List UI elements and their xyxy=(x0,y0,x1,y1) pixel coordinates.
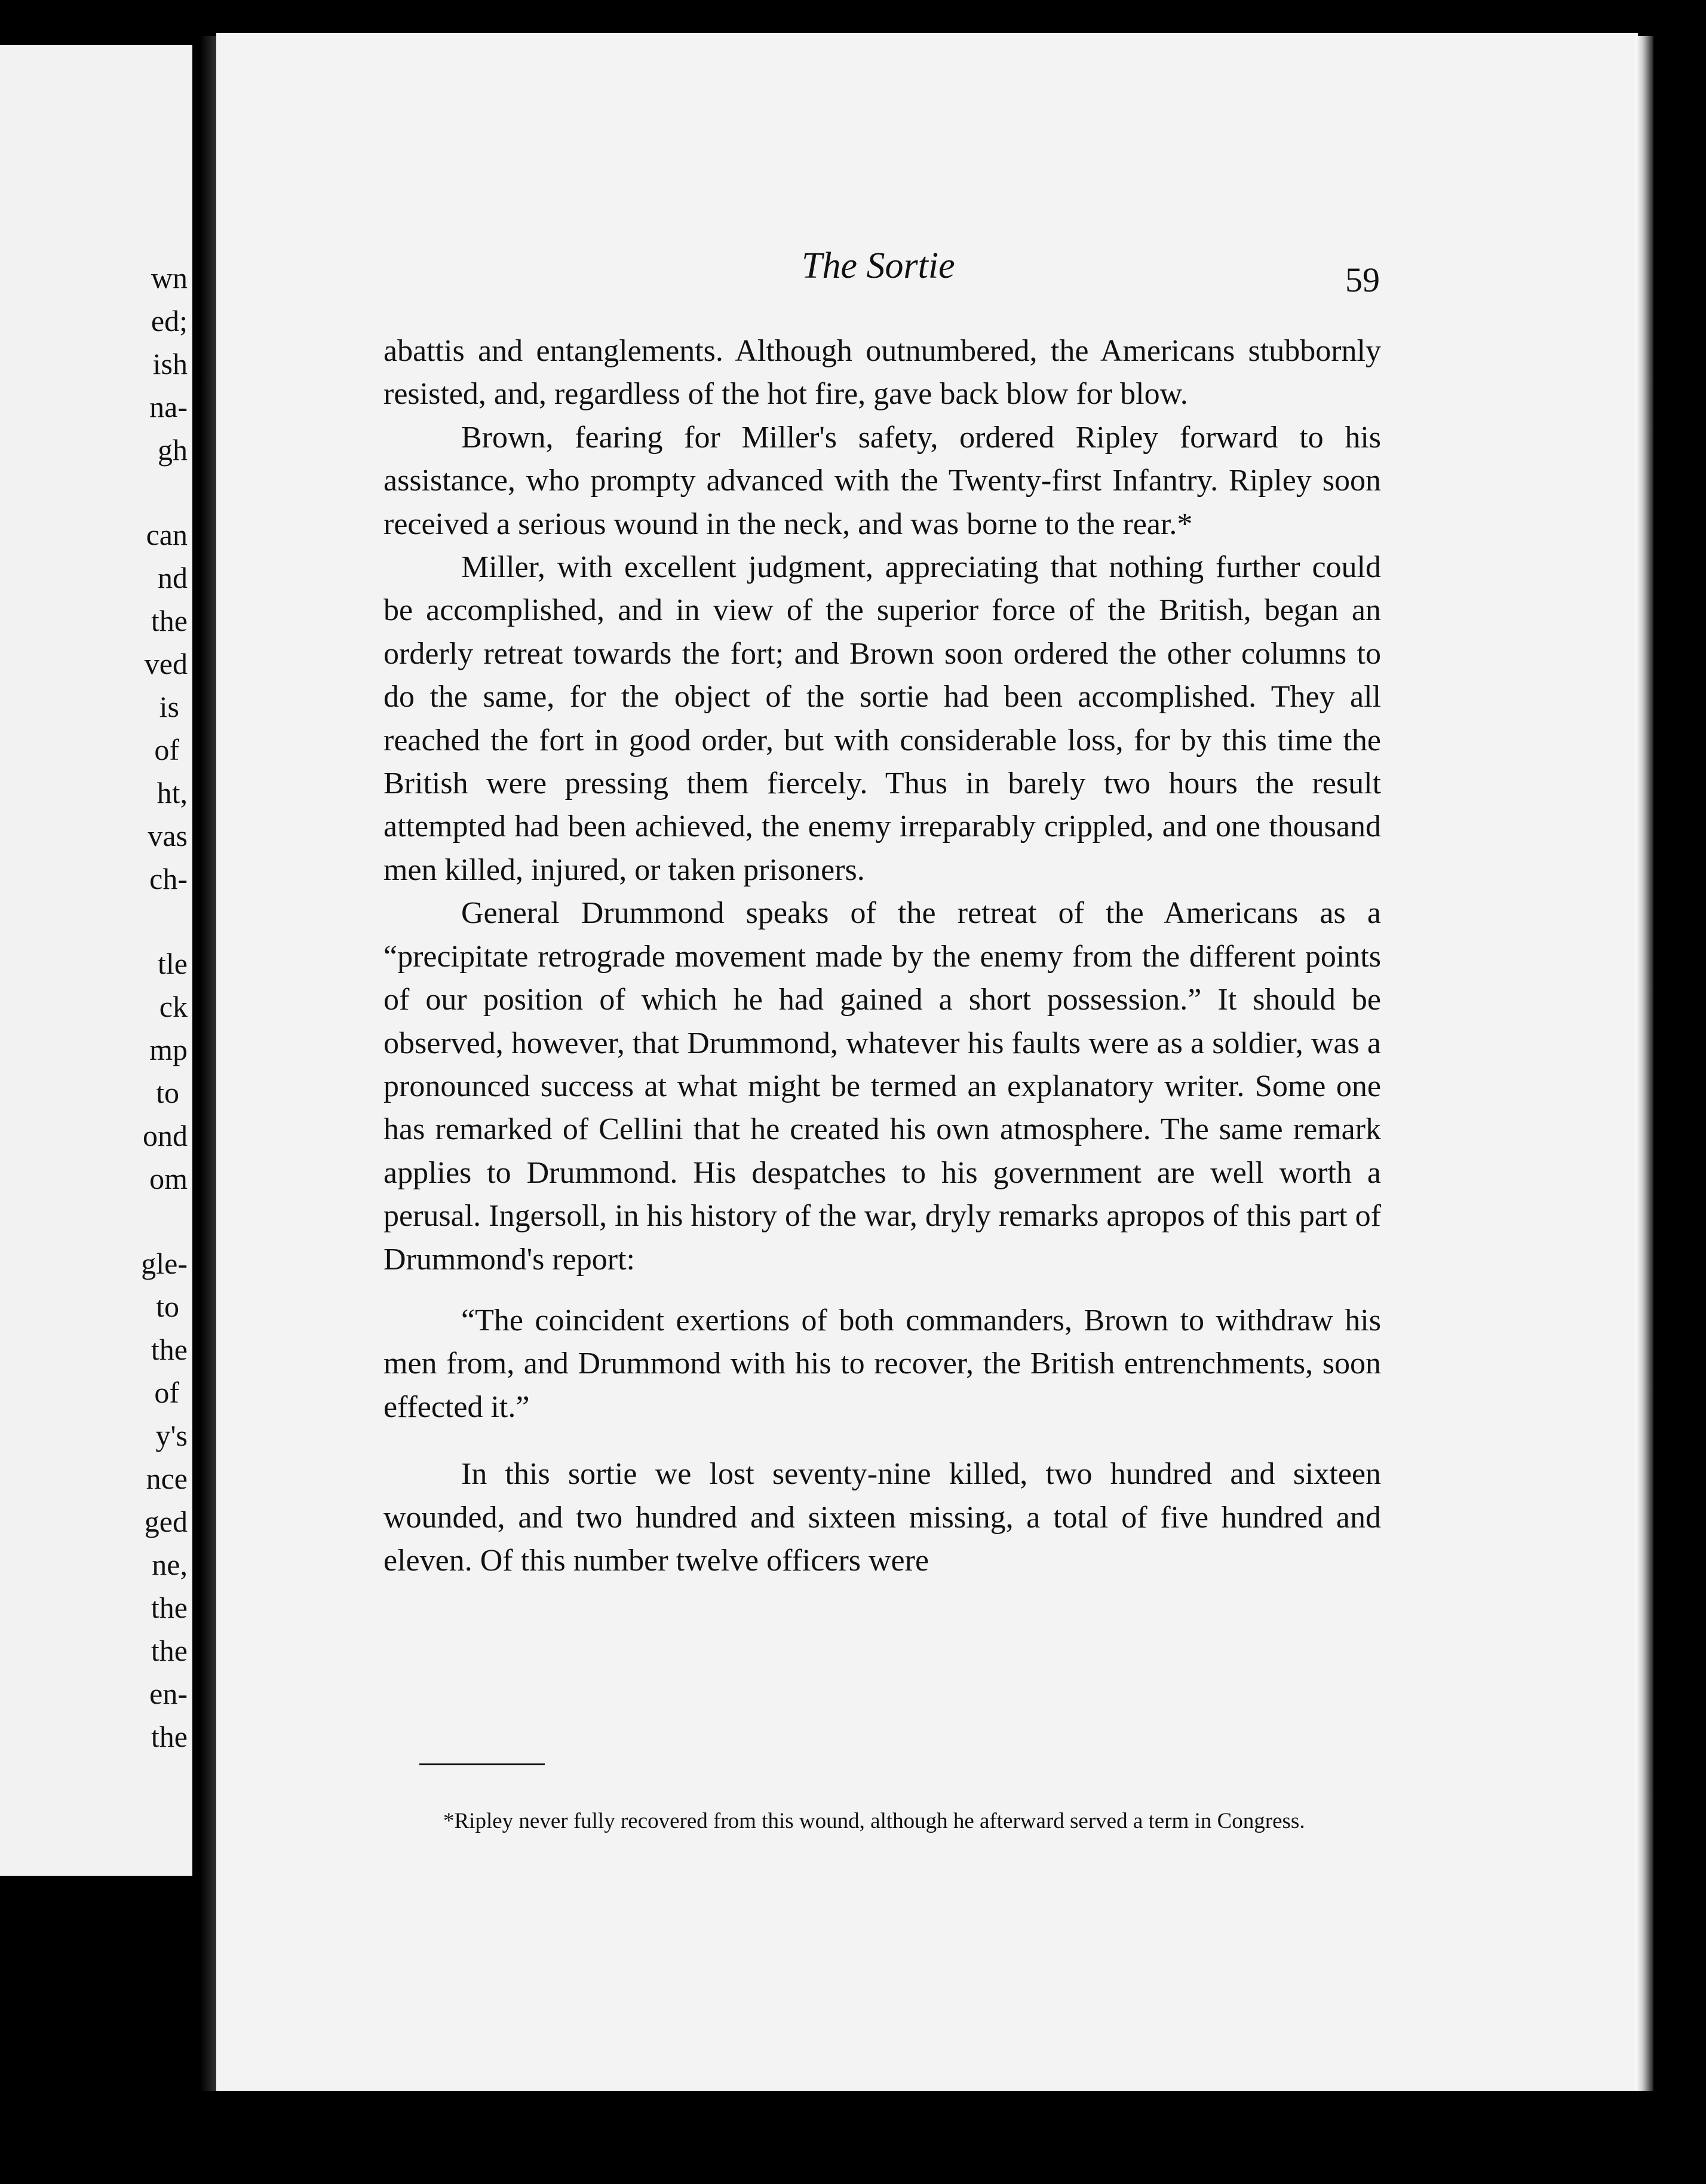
left-page-line-fragment: y's xyxy=(155,1419,188,1452)
left-page-line-fragment: the xyxy=(151,604,188,637)
left-page-line-fragment: ed; xyxy=(151,304,188,338)
left-page-line-fragment: tle xyxy=(158,947,188,980)
left-page-line-fragment: vas xyxy=(148,819,188,852)
body-text xyxy=(383,330,1381,1582)
left-page-line-fragment: to xyxy=(156,1290,179,1323)
left-page-line-fragment: en- xyxy=(149,1677,188,1710)
left-page-line-fragment: the xyxy=(151,1634,188,1667)
left-page-line-fragment: the xyxy=(151,1333,188,1366)
left-page-line-fragment: na- xyxy=(149,390,188,424)
left-page-line-fragment: ht, xyxy=(157,776,188,809)
running-head-title: The Sortie xyxy=(802,246,955,286)
left-page-line-fragment: ged xyxy=(144,1505,188,1538)
left-page-line-fragment: nce xyxy=(146,1462,188,1495)
right-page xyxy=(216,33,1638,2091)
left-page-line-fragment: ved xyxy=(144,647,188,680)
page-number: 59 xyxy=(1345,260,1380,299)
left-page-line-fragment: of xyxy=(154,733,179,766)
left-page-line-fragment: the xyxy=(151,1591,188,1624)
page-edge xyxy=(1636,36,1653,2091)
left-page-line-fragment: ish xyxy=(152,347,188,381)
left-page-line-fragment: is xyxy=(159,690,179,723)
left-page-line-fragment: ond xyxy=(143,1119,188,1152)
left-page-line-fragment: of xyxy=(154,1376,179,1409)
footnote-rule xyxy=(419,1763,545,1765)
book-gutter xyxy=(200,36,217,2091)
left-page-line-fragment: to xyxy=(156,1076,179,1109)
left-page-line-fragment: gh xyxy=(158,433,188,467)
footnote: *Ripley never fully recovered from this wound, although he afterward served a term in Congress. xyxy=(443,1809,1305,1833)
left-page-line-fragment: ch- xyxy=(149,862,188,895)
block-quote: “The coincident exertions of both commanders, Brown to withdraw his men from, and Drummond with his to recover, the British entrenchments, soon effected it.” xyxy=(383,1303,1381,1424)
left-page-line-fragment: can xyxy=(146,518,188,551)
paragraph: Brown, fearing for Miller's safety, ordered Ripley forward to his assistance, who prompty advanced with the Twenty-first Infantry. Ripley soon received a serious wound in the neck, and was borne to the rear.* xyxy=(383,420,1381,541)
paragraph: Miller, with excellent judgment, appreciating that nothing further could be accomplished, and in view of the superior force of the British, began an orderly retreat towards the fort; and Brown soon ordered the other columns to do the same, for the object of the sortie had been accomplished. They all reached the fort in good order, but with considerable loss, for by this time the British were pressing them fiercely. Thus in barely two hours the result attempted had been achieved, the enemy irreparably crippled, and one thousand men killed, injured, or taken prisoners. xyxy=(383,550,1381,887)
left-facing-page xyxy=(0,45,192,1876)
left-page-line-fragment: ne, xyxy=(152,1548,188,1581)
paragraph: In this sortie we lost seventy-nine killed, two hundred and sixteen wounded, and two hundred and sixteen missing, a total of five hundred and eleven. Of this number twelve officers were xyxy=(383,1457,1381,1578)
paragraph-continuation: abattis and entanglements. Although outnumbered, the Americans stubbornly resisted, and, regardless of the hot fire, gave back blow for blow. xyxy=(383,334,1381,412)
left-page-line-fragment: om xyxy=(149,1162,188,1195)
left-page-line-fragment: the xyxy=(151,1720,188,1753)
left-page-line-fragment: nd xyxy=(158,561,188,594)
left-page-line-fragment: ck xyxy=(159,990,188,1023)
left-page-line-fragment: mp xyxy=(149,1033,188,1066)
paragraph: General Drummond speaks of the retreat of the Americans as a “precipitate retrograde movement made by the enemy from the different points of our position of which he had gained a short possession.” It should be observed, however, that Drummond, whatever his faults were as a soldier, was a pronounced success at what might be termed an explanatory writer. Some one has remarked of Cellini that he created his own atmosphere. The same remark applies to Drummond. His despatches to his government are well worth a perusal. Ingersoll, in his history of the war, dryly remarks apropos of this part of Drummond's report: xyxy=(383,896,1381,1277)
left-page-line-fragment: wn xyxy=(151,261,188,295)
left-page-line-fragment: gle- xyxy=(141,1247,188,1280)
